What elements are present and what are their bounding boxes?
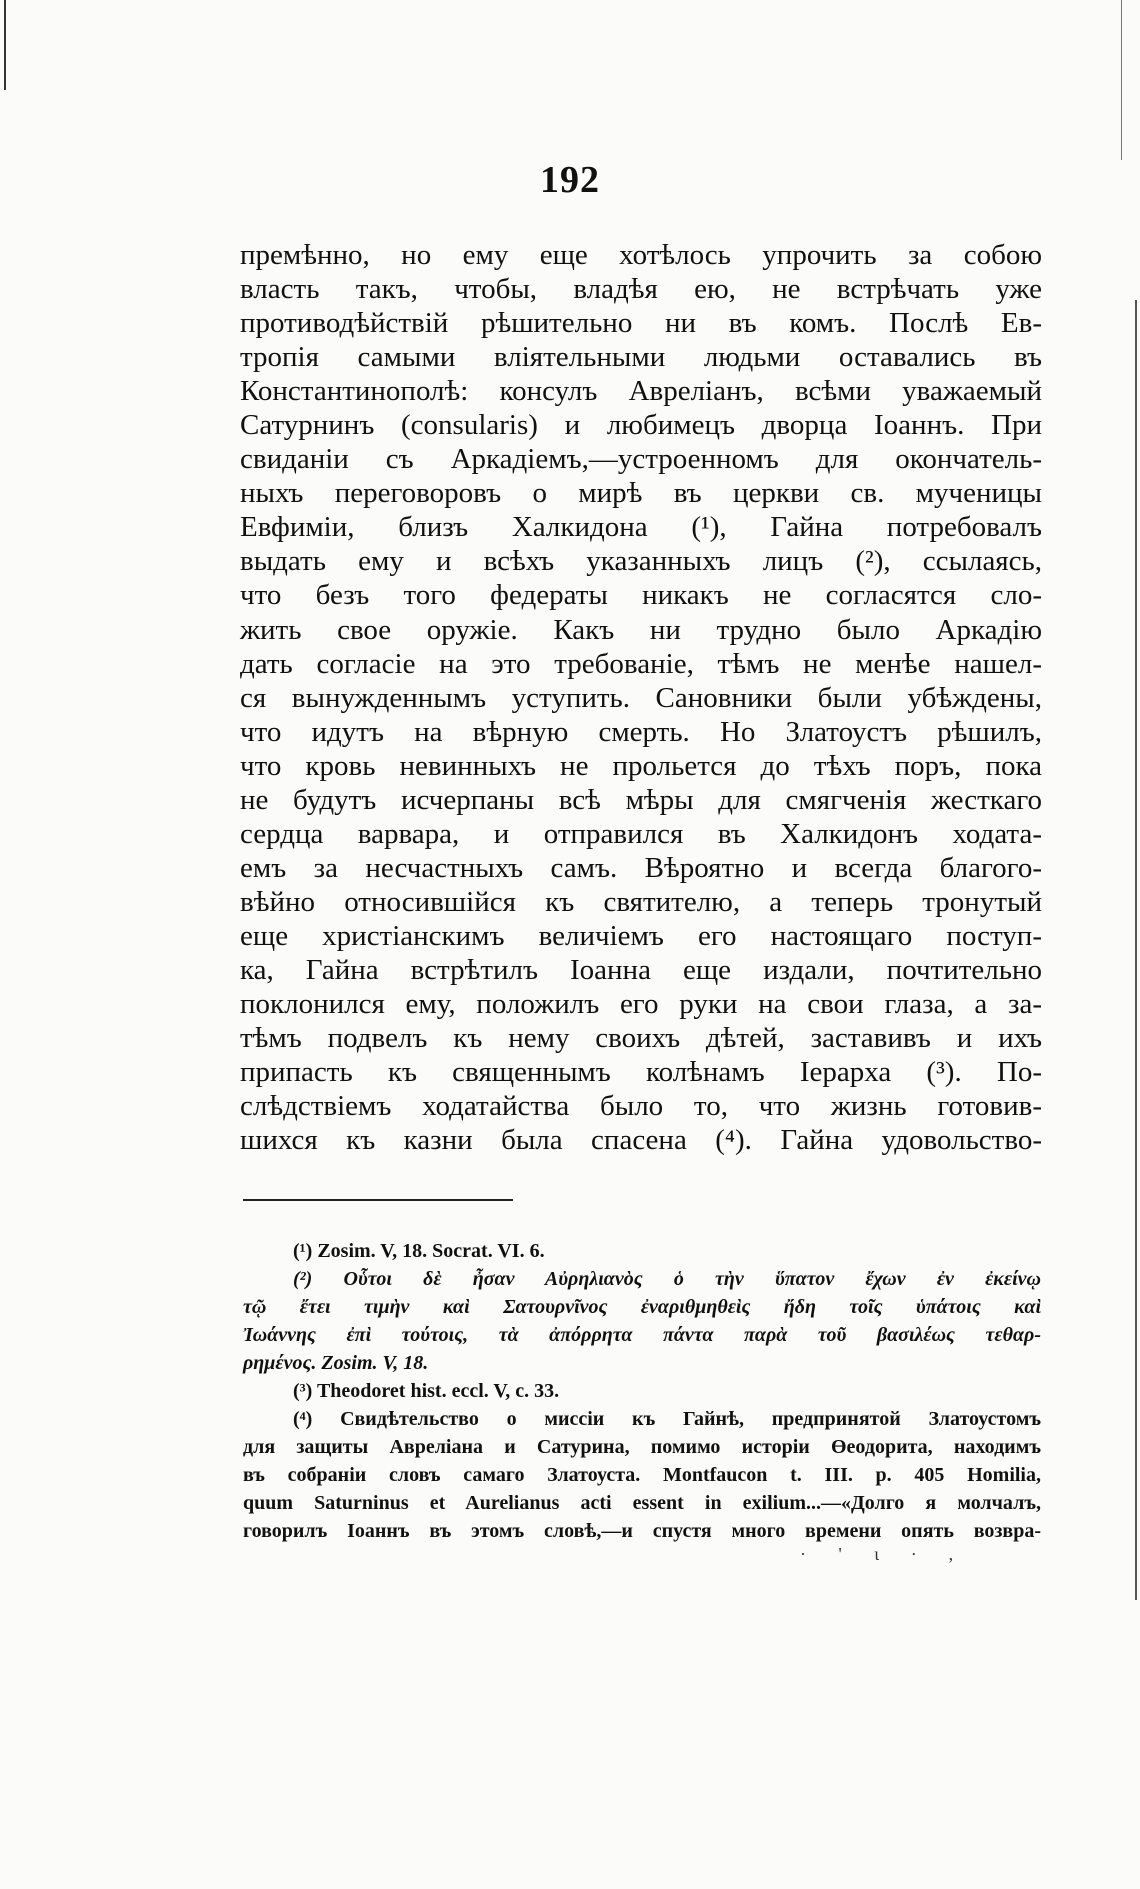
text-line: ка, Гайна встрѣтилъ Іоанна еще издали, почтительно: [240, 953, 1042, 986]
footnote-line: ρημένος. Zosim. V, 18.: [243, 1352, 429, 1374]
text-line: противодѣйствій рѣшительно ни въ комъ. Послѣ Ев-: [240, 307, 1042, 340]
text-line: Евфиміи, близъ Халкидона (¹), Гайна потребовалъ: [240, 511, 1042, 544]
footnote-line: для защиты Авреліана и Сатурина, помимо исторіи Өеодорита, находимъ: [243, 1436, 1041, 1458]
text-line: ся вынужденнымъ уступить. Сановники были убѣждены,: [240, 681, 1042, 714]
text-line: что идутъ на вѣрную смерть. Но Златоустъ рѣшилъ,: [240, 715, 1042, 748]
text-line: еще христіанскимъ величіемъ его настоящаго поступ-: [240, 919, 1042, 952]
footnote-line: (⁴) Свидѣтельство о миссіи къ Гайнѣ, предпринятой Златоустомъ: [293, 1408, 1041, 1430]
scan-page-edge-right: [1135, 300, 1137, 1600]
text-line: слѣдствіемъ ходатайства было то, что жизнь готовив-: [240, 1090, 1042, 1123]
footnotes-block: [243, 1237, 1041, 1545]
footnote-line: (²) Οὗτοι δὲ ἦσαν Αὐρηλιανὸς ὁ τὴν ὕπατον ἔχων ἐν ἐκείνῳ: [293, 1268, 1041, 1290]
text-line: шихся къ казни была спасена (⁴). Гайна удовольство-: [240, 1124, 1042, 1157]
scan-page-edge-top-right: [1121, 0, 1122, 160]
footnote-line: Ἰωάννης ἐπὶ τούτοις, τὰ ἀπόρρητα πάντα παρὰ τοῦ βασιλέως τεθαρ-: [243, 1324, 1041, 1346]
text-line: ныхъ переговоровъ о мирѣ въ церкви св. мученицы: [240, 477, 1042, 510]
text-line: припасть къ священнымъ колѣнамъ Іерарха (³). По-: [240, 1056, 1042, 1089]
footnote-line: говорилъ Іоаннъ въ этомъ словѣ,—и спустя много времени опять возвра-: [243, 1520, 1041, 1542]
text-line: дать согласіе на это требованіе, тѣмъ не менѣе нашел-: [240, 647, 1042, 680]
text-line: премѣнно, но ему еще хотѣлось упрочить за собою: [240, 239, 1042, 271]
footnote-line: (¹) Zosim. V, 18. Socrat. VI. 6.: [293, 1240, 545, 1262]
footnote-line: quum Saturninus et Aurelianus acti essent in exilium...—«Долго я молчалъ,: [243, 1492, 1041, 1514]
text-line: Сатурнинъ (consularis) и любимецъ дворца Іоаннъ. При: [240, 409, 1042, 442]
text-line: емъ за несчастныхъ самъ. Вѣроятно и всегда благого-: [240, 851, 1042, 884]
text-line: сердца варвара, и отправился въ Халкидонъ ходата-: [240, 817, 1042, 850]
footnote-separator-rule: [243, 1199, 513, 1201]
scan-page-edge-left: [4, 0, 6, 90]
text-line: жить свое оружіе. Какъ ни трудно было Аркадію: [240, 613, 1042, 646]
footnote-line: въ собраніи словъ самаго Златоуста. Montfaucon t. III. p. 405 Homilia,: [243, 1464, 1041, 1486]
text-line: не будутъ исчерпаны всѣ мѣры для смягченія жесткаго: [240, 783, 1042, 816]
page-number: 192: [540, 159, 600, 201]
text-line: тѣмъ подвелъ къ нему своихъ дѣтей, заставивъ и ихъ: [240, 1022, 1042, 1055]
main-text-block: [240, 238, 1042, 1157]
text-line: тропія самыми вліятельными людьми оставались въ: [240, 341, 1042, 374]
text-line: власть такъ, чтобы, владѣя ею, не встрѣчать уже: [240, 273, 1042, 306]
text-line: вѣйно относившійся къ святителю, а теперь тронутый: [240, 885, 1042, 918]
scan-artifact-marks: · ' ι ∙ ,: [800, 1544, 968, 1564]
text-line: выдать ему и всѣхъ указанныхъ лицъ (²), ссылаясь,: [240, 545, 1042, 578]
text-line: Константинополѣ: консулъ Авреліанъ, всѣми уважаемый: [240, 375, 1042, 408]
text-line: что кровь невинныхъ не прольется до тѣхъ поръ, пока: [240, 749, 1042, 782]
text-line: свиданіи съ Аркадіемъ,—устроенномъ для окончатель-: [240, 443, 1042, 476]
footnote-line: τῷ ἔτει τιμὴν καὶ Σατουρνῖνος ἐναριθμηθεὶς ἤδη τοῖς ὑπάτοις καὶ: [243, 1296, 1041, 1318]
footnote-line: (³) Theodoret hist. eccl. V, c. 33.: [293, 1380, 560, 1402]
text-line: что безъ того федераты никакъ не согласятся сло-: [240, 579, 1042, 612]
text-line: поклонился ему, положилъ его руки на свои глаза, а за-: [240, 988, 1042, 1021]
